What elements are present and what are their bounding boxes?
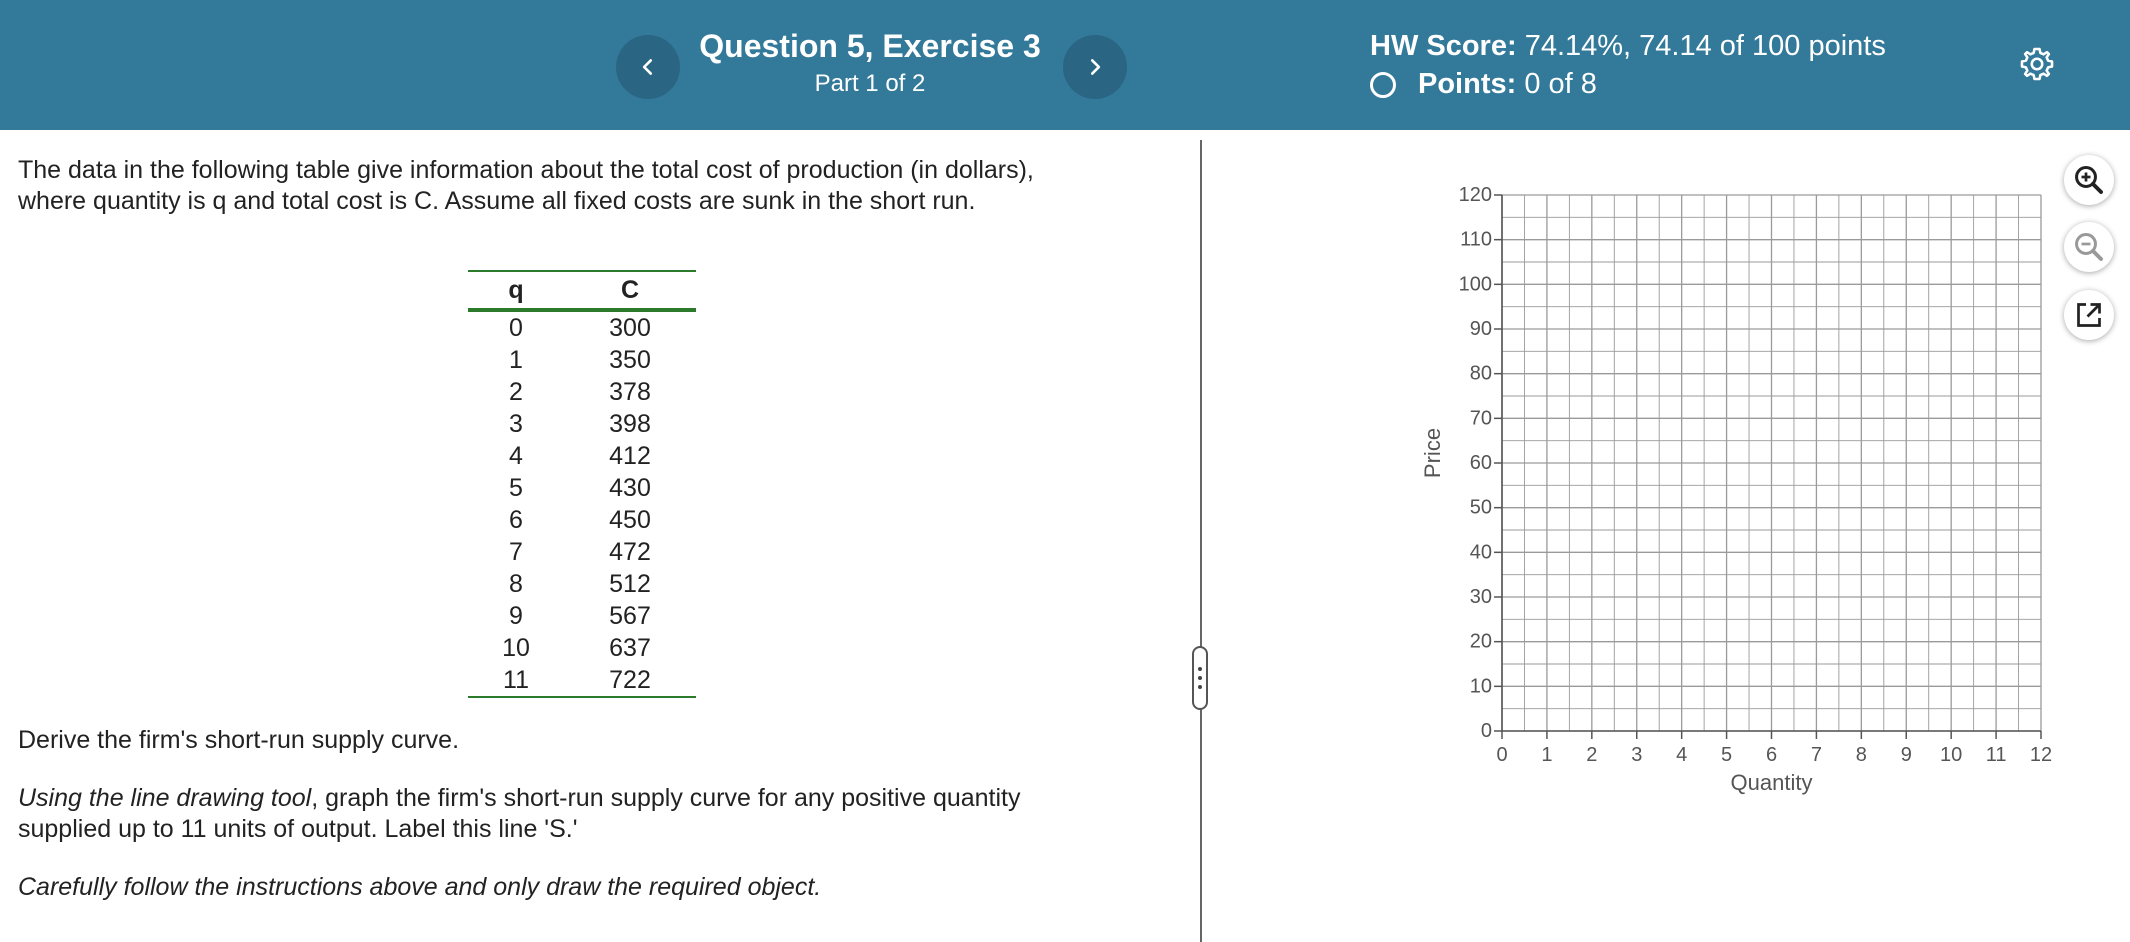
table-row — [468, 504, 696, 536]
popout-button[interactable] — [2064, 290, 2114, 340]
x-tick-label: 9 — [1900, 744, 1912, 766]
x-tick-label: 6 — [1765, 744, 1778, 766]
column-header-c: C — [564, 271, 696, 310]
y-tick-label: 0 — [1480, 720, 1492, 742]
points — [1370, 68, 1597, 101]
table-row — [468, 408, 696, 440]
x-tick-label: 3 — [1631, 744, 1643, 766]
cell-c: 722 — [564, 664, 696, 697]
table-row — [468, 536, 696, 568]
y-axis-label: Price — [1420, 427, 1445, 479]
cell-c: 512 — [609, 570, 651, 598]
previous-question-button[interactable] — [616, 35, 680, 99]
y-tick-label: 20 — [1469, 630, 1492, 653]
y-tick-label: 10 — [1469, 675, 1492, 698]
hw-score-value: 74.14%, 74.14 of 100 points — [1524, 30, 1886, 62]
instruction-italic: Using the line drawing tool — [18, 784, 312, 812]
circle-status-icon — [1370, 72, 1396, 98]
cell-q: 5 — [509, 474, 523, 502]
popout-icon — [2071, 297, 2107, 333]
problem-panel — [18, 155, 1168, 217]
y-tick-label: 70 — [1469, 407, 1492, 430]
table-row — [468, 310, 696, 344]
instructions-panel — [18, 725, 1168, 903]
x-tick-label: 2 — [1586, 744, 1598, 766]
chevron-right-icon — [1084, 56, 1106, 78]
cell-c: 430 — [609, 474, 651, 502]
cell-c: 398 — [609, 410, 651, 438]
column-header-q: q — [468, 271, 564, 310]
x-tick-label: 7 — [1810, 744, 1822, 766]
zoom-in-button[interactable] — [2064, 155, 2114, 205]
cell-q: 3 — [509, 410, 523, 438]
cell-c: 412 — [609, 442, 651, 470]
problem-intro: The data in the following table give information about the total cost of production (in dollars), where quantity is q and total cost is C. Assume all fixed costs are sunk in the short run. — [18, 156, 1034, 215]
question-part: Part 1 of 2 — [814, 70, 926, 97]
instruction-text — [18, 783, 1078, 845]
y-tick-label: 60 — [1469, 452, 1492, 474]
next-question-button[interactable] — [1063, 35, 1127, 99]
chevron-left-icon — [637, 56, 659, 78]
cell-q: 0 — [509, 314, 523, 342]
hw-score — [1370, 30, 1886, 63]
cell-c: 378 — [609, 378, 651, 406]
cell-q: 6 — [509, 506, 523, 534]
cell-c: 300 — [609, 314, 651, 342]
careful-text — [18, 872, 1168, 903]
zoom-in-icon — [2071, 162, 2107, 198]
cell-q: 4 — [509, 442, 523, 470]
x-axis-label: Quantity — [1730, 770, 1813, 795]
x-tick-label: 8 — [1855, 744, 1867, 766]
y-tick-label: 100 — [1458, 273, 1492, 296]
cell-c: 350 — [609, 346, 651, 374]
table-row — [468, 472, 696, 504]
cell-q: 8 — [509, 570, 523, 598]
x-tick-label: 5 — [1721, 744, 1733, 766]
table-row — [468, 344, 696, 376]
question-title: Question 5, Exercise 3 — [699, 28, 1041, 64]
y-tick-label: 120 — [1458, 184, 1492, 206]
x-tick-label: 1 — [1541, 744, 1553, 766]
y-tick-label: 90 — [1469, 318, 1492, 340]
gear-icon[interactable] — [2018, 45, 2056, 83]
table-row — [468, 632, 696, 664]
cell-c: 450 — [609, 506, 651, 534]
hw-score-label: HW Score: — [1370, 30, 1517, 62]
zoom-out-button[interactable] — [2064, 222, 2114, 272]
y-tick-label: 110 — [1460, 228, 1492, 251]
x-tick-label: 0 — [1496, 744, 1508, 766]
derive-text: Derive the firm's short-run supply curve. — [18, 726, 460, 754]
zoom-out-icon — [2071, 229, 2107, 265]
cost-table — [468, 270, 696, 698]
cell-c: 472 — [609, 538, 651, 566]
careful-italic: Carefully follow the instructions above and only draw the required object. — [18, 873, 822, 901]
table-row — [468, 440, 696, 472]
table-header-row — [468, 271, 696, 310]
cell-c: 637 — [609, 634, 651, 662]
table-row — [468, 664, 696, 697]
cell-q: 11 — [468, 664, 564, 697]
points-value: 0 of 8 — [1524, 68, 1597, 100]
table-row — [468, 600, 696, 632]
cell-q: 7 — [509, 538, 523, 566]
x-tick-label: 4 — [1676, 744, 1688, 766]
x-tick-label: 12 — [2029, 744, 2053, 766]
cell-c: 567 — [609, 602, 651, 630]
cell-q: 2 — [509, 378, 523, 406]
table-row — [468, 376, 696, 408]
supply-graph[interactable] — [1400, 170, 2080, 810]
panel-resize-handle[interactable] — [1192, 646, 1208, 710]
table-row — [468, 568, 696, 600]
panel-divider — [1200, 140, 1202, 942]
y-tick-label: 40 — [1469, 541, 1492, 564]
cell-q: 9 — [509, 602, 523, 630]
points-label: Points: — [1418, 68, 1517, 100]
header-bar — [0, 0, 2130, 130]
y-tick-label: 80 — [1469, 362, 1492, 385]
x-tick-label: 10 — [1940, 744, 1963, 766]
cell-q: 1 — [509, 346, 523, 374]
y-tick-label: 50 — [1469, 496, 1492, 519]
cell-q: 10 — [502, 634, 530, 662]
y-tick-label: 30 — [1469, 586, 1492, 608]
instruction-rest: , graph the firm's short-run supply curve for any positive quantity supplied up to 11 units of output. Label this line 'S.' — [18, 784, 1021, 843]
x-tick-label: 11 — [1985, 744, 2007, 766]
